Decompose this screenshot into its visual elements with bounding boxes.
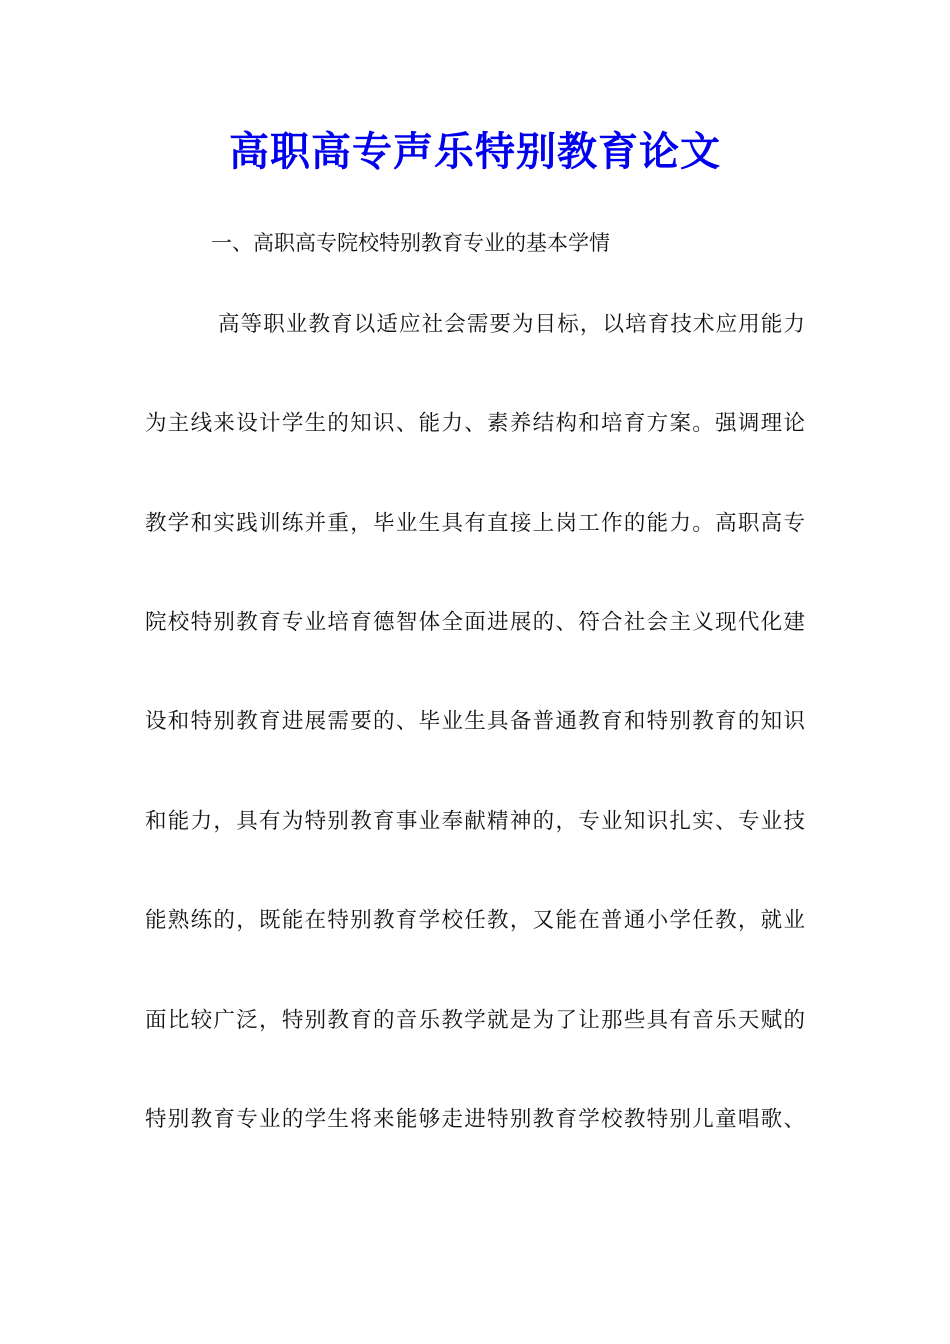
paragraph-line: 和能力，具有为特别教育事业奉献精神的，专业知识扎实、专业技 — [145, 809, 805, 834]
section-heading: 一、高职高专院校特别教育专业的基本学情 — [211, 231, 610, 255]
paragraph-line: 特别教育专业的学生将来能够走进特别教育学校教特别儿童唱歌、 — [145, 1107, 805, 1132]
paragraph-line: 面比较广泛，特别教育的音乐教学就是为了让那些具有音乐天赋的 — [145, 1008, 805, 1033]
document-title: 高职高专声乐特别教育论文 — [229, 128, 721, 175]
paragraph-line: 能熟练的，既能在特别教育学校任教，又能在普通小学任教，就业 — [145, 908, 805, 933]
paragraph-line: 为主线来设计学生的知识、能力、素养结构和培育方案。强调理论 — [145, 411, 805, 436]
paragraph-line: 设和特别教育进展需要的、毕业生具备普通教育和特别教育的知识 — [145, 709, 805, 734]
paragraph-line: 高等职业教育以适应社会需要为目标，以培育技术应用能力 — [218, 312, 805, 337]
paragraph-line: 院校特别教育专业培育德智体全面进展的、符合社会主义现代化建 — [145, 610, 805, 635]
paragraph-line: 教学和实践训练并重，毕业生具有直接上岗工作的能力。高职高专 — [145, 511, 805, 536]
